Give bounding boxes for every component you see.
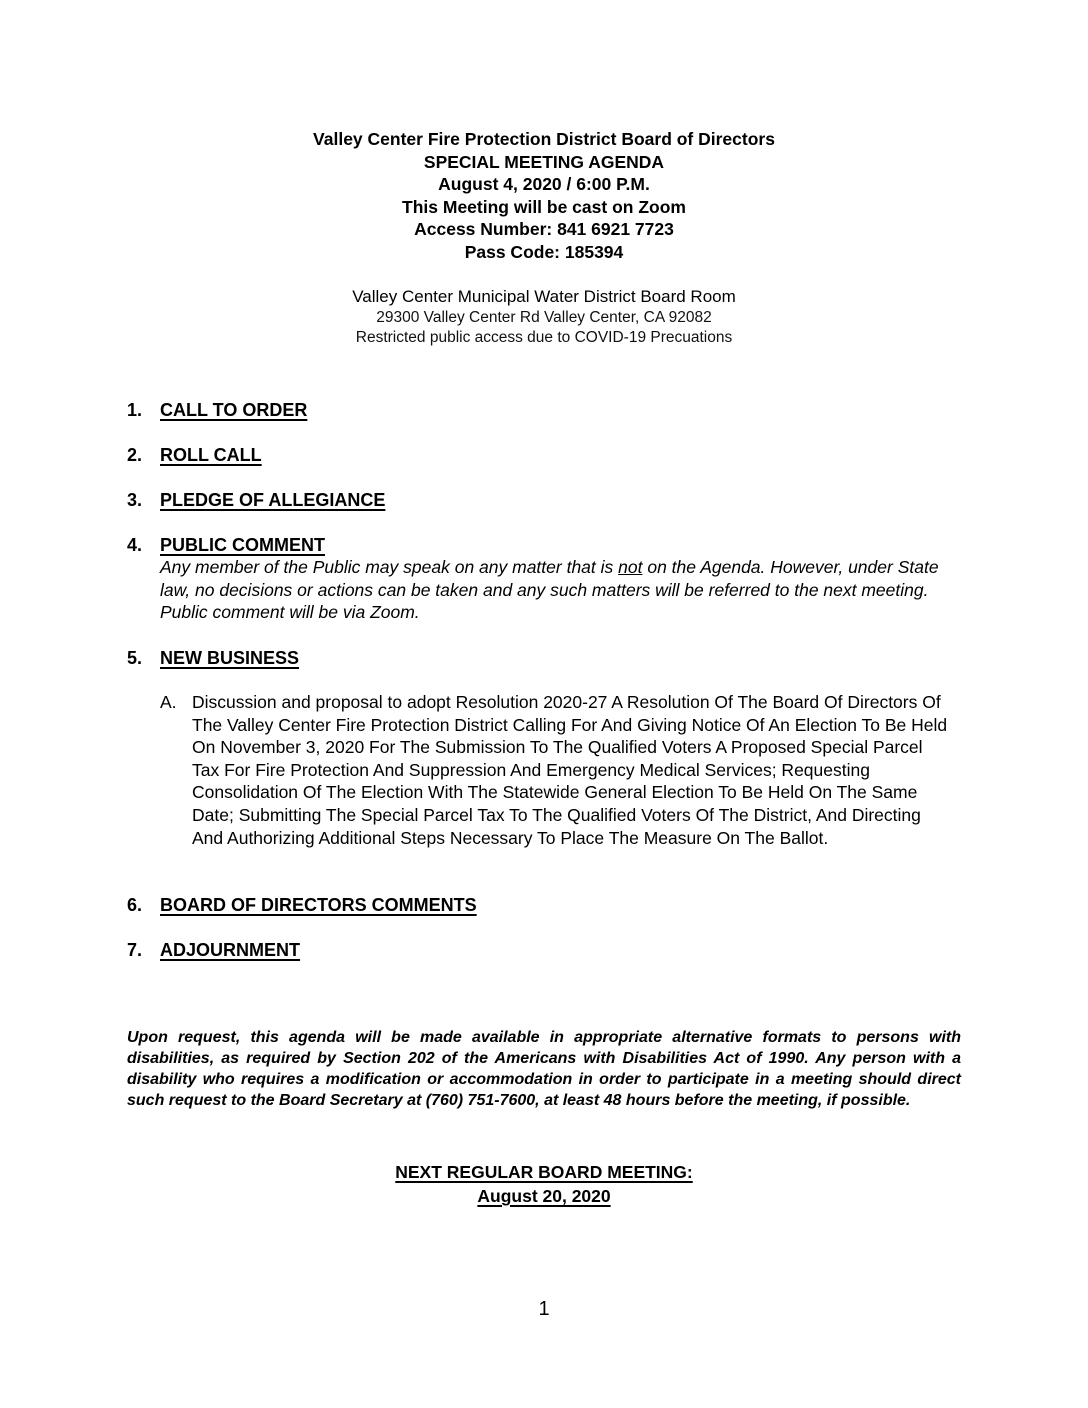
item-number: 2. xyxy=(127,445,143,465)
next-meeting-label: NEXT REGULAR BOARD MEETING: xyxy=(395,1162,693,1182)
item-title: ROLL CALL xyxy=(160,445,262,465)
sub-item-letter: A. xyxy=(160,692,177,712)
agenda-item-adjournment xyxy=(127,939,300,961)
next-meeting xyxy=(0,1160,1088,1208)
location-address: 29300 Valley Center Rd Valley Center, CA 92082 xyxy=(376,309,712,326)
agenda-title: SPECIAL MEETING AGENDA xyxy=(423,151,665,172)
item-title: PLEDGE OF ALLEGIANCE xyxy=(160,490,386,510)
zoom-notice: This Meeting will be cast on Zoom xyxy=(402,196,686,217)
item-title: NEW BUSINESS xyxy=(160,648,300,668)
location-note: Restricted public access due to COVID-19 Precuations xyxy=(355,329,733,346)
comment-text-end: on the Agenda. However, under State law, no decisions or actions can be taken and any such matters will be referred to the next meeting. Public comment will be via Zoom. xyxy=(160,557,939,622)
agenda-item-roll-call xyxy=(127,444,262,466)
item-number: 4. xyxy=(127,535,143,555)
access-number: Access Number: 841 6921 7723 xyxy=(414,219,674,240)
public-comment-text xyxy=(160,556,960,624)
item-title: ADJOURNMENT xyxy=(160,940,301,960)
item-title: CALL TO ORDER xyxy=(160,400,308,420)
accessibility-notice: Upon request, this agenda will be made available in appropriate alternative formats to persons with disabilities, as required by Section 202 of the Americans with Disabilities Act of 1990. Any person with a disability who requires a modification or accommodation in order to participate in a meeting should direct such request to the Board Secretary at (760) 751-7600, at least 48 hours before the meeting, if possible. xyxy=(127,1029,961,1109)
item-number: 7. xyxy=(127,940,143,960)
page-number: 1 xyxy=(538,1298,550,1320)
document-header xyxy=(0,128,1088,264)
sub-item-text: Discussion and proposal to adopt Resolution 2020-27 A Resolution Of The Board Of Directors Of The Valley Center Fire Protection District Calling For And Giving Notice Of An Election To Be Held On November 3, 2020 For The Submission To The Qualified Voters A Proposed Special Parcel Tax For Fire Protection And Suppression And Emergency Medical Services; Requesting Consolidation Of The Election With The Statewide General Election To Be Held On The Same Date; Submitting The Special Parcel Tax To The Qualified Voters Of The District, And Directing And Authorizing Additional Steps Necessary To Place The Measure On The Ballot. xyxy=(192,692,948,848)
agenda-item-pledge xyxy=(127,489,385,511)
next-meeting-date: August 20, 2020 xyxy=(477,1186,611,1206)
item-number: 5. xyxy=(127,648,143,668)
comment-text-start: Any member of the Public may speak on any matter that is xyxy=(160,557,619,577)
meeting-location xyxy=(0,286,1088,348)
new-business-item-a xyxy=(160,691,950,849)
agenda-item-new-business xyxy=(127,647,299,669)
agenda-item-call-to-order xyxy=(127,399,307,421)
agenda-item-board-comments xyxy=(127,894,477,916)
pass-code: Pass Code: 185394 xyxy=(464,241,624,262)
item-number: 1. xyxy=(127,400,143,420)
item-number: 3. xyxy=(127,490,143,510)
district-title: Valley Center Fire Protection District Board of Directors xyxy=(313,129,775,149)
comment-emphasis: not xyxy=(618,557,643,577)
item-number: 6. xyxy=(127,895,143,915)
item-title: BOARD OF DIRECTORS COMMENTS xyxy=(160,895,477,915)
location-name: Valley Center Municipal Water District Board Room xyxy=(352,287,736,306)
meeting-date-time: August 4, 2020 / 6:00 P.M. xyxy=(438,174,650,195)
item-title: PUBLIC COMMENT xyxy=(160,535,325,555)
agenda-item-public-comment xyxy=(127,534,325,556)
